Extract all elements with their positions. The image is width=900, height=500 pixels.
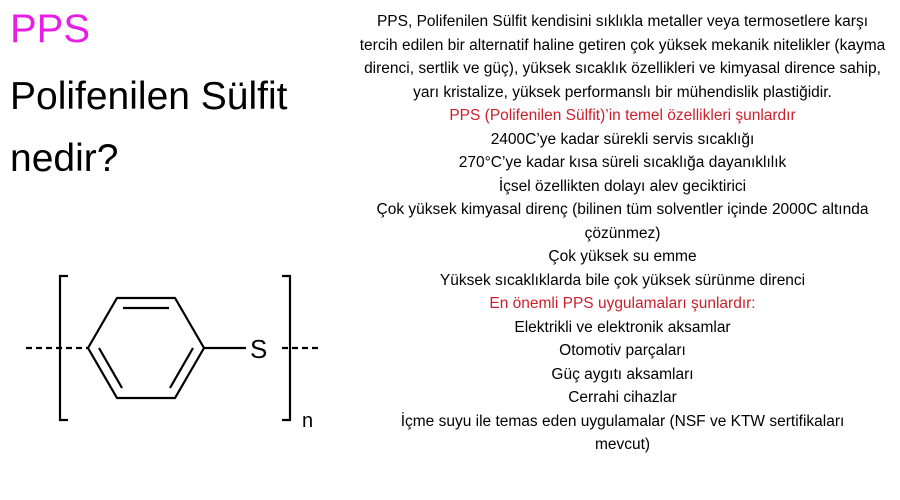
application-item: Cerrahi cihazlar xyxy=(568,389,677,406)
content-panel xyxy=(350,10,895,457)
inner-bond-2 xyxy=(170,348,193,388)
application-item: İçme suyu ile temas eden uygulamalar (NSF ve KTW sertifikaları mevcut) xyxy=(400,412,845,453)
property-item: 2400C’ye kadar sürekli servis sıcaklığı xyxy=(490,130,755,148)
properties-heading: PPS (Polifenilen Sülfit)’in temel özellikleri şunlardır xyxy=(449,107,796,124)
intro-paragraph: PPS, Polifenilen Sülfit kendisini sıklıkla metaller veya termosetlere karşı tercih edilen bir alternatif haline getiren çok yüksek mekanik nitelikler (kayma direnci, sertlik ve güç), yüksek sıcaklık özellikleri ve kimyasal dirence sahip, yarı kristalize, yüksek performanslı bir mühendislik plastiğidir. xyxy=(359,13,886,101)
repeat-subscript: n xyxy=(302,410,314,432)
benzene-ring xyxy=(88,298,204,398)
pps-abbreviation: PPS xyxy=(10,7,91,51)
property-item: İçsel özellikten dolayı alev geciktirici xyxy=(498,177,747,195)
property-item: Çok yüksek kimyasal direnç (bilinen tüm solventler içinde 2000C altında çözünmez) xyxy=(376,201,869,242)
sulfur-atom-label: S xyxy=(250,334,268,364)
application-item: Otomotiv parçaları xyxy=(559,342,686,359)
applications-heading: En önemli PPS uygulamaları şunlardır: xyxy=(489,295,756,312)
title-line-1: Polifenilen Sülfit xyxy=(10,75,288,118)
title-line-2: nedir? xyxy=(10,137,119,180)
pps-chemical-structure xyxy=(20,270,340,440)
property-item: Çok yüksek su emme xyxy=(548,248,697,265)
inner-bond-3 xyxy=(99,348,122,388)
application-item: Elektrikli ve elektronik aksamlar xyxy=(514,318,731,336)
property-item: Yüksek sıcaklıklarda bile çok yüksek sürünme direnci xyxy=(439,271,806,289)
title-panel xyxy=(0,0,350,500)
property-item: 270°C’ye kadar kısa süreli sıcaklığa dayanıklılık xyxy=(458,154,787,171)
application-item: Güç aygıtı aksamları xyxy=(551,365,694,383)
page-title xyxy=(10,66,288,190)
